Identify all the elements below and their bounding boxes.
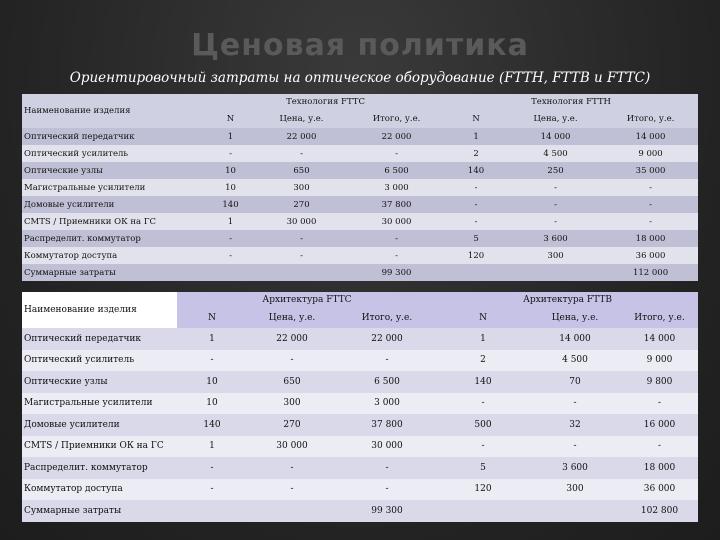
cell-price: 4 500 <box>529 350 621 372</box>
cell-total: 22 000 <box>349 128 444 145</box>
table-row <box>22 436 698 458</box>
row-label: Распределит. коммутатор <box>22 457 177 479</box>
summary-total-b: 112 000 <box>603 264 698 281</box>
pricing-table-ftth <box>22 94 698 281</box>
summary-row <box>22 500 698 522</box>
row-label: Оптический передатчик <box>22 328 177 350</box>
cell-price: - <box>529 436 621 458</box>
cell-total: 14 000 <box>603 128 698 145</box>
table-row <box>22 213 698 230</box>
cell-price: 3 600 <box>529 457 621 479</box>
cell-n: 120 <box>444 247 508 264</box>
cell-total: - <box>603 179 698 196</box>
cell-n: - <box>437 436 529 458</box>
cell-total: - <box>349 247 444 264</box>
row-label: Оптический усилитель <box>22 350 177 372</box>
cell-n: - <box>444 179 508 196</box>
empty-cell <box>437 500 621 522</box>
column-header-price: Цена, у.е. <box>254 110 349 128</box>
group-header-fttc: Технология FTTC <box>207 94 444 110</box>
cell-n: 1 <box>437 328 529 350</box>
column-header-total: Итого, у.е. <box>349 110 444 128</box>
cell-price: 650 <box>247 371 337 393</box>
cell-n: - <box>177 479 247 501</box>
cell-total: 3 000 <box>349 179 444 196</box>
column-header-n: N <box>444 110 508 128</box>
slide-title: Ценовая политика <box>191 28 529 63</box>
cell-total: - <box>603 213 698 230</box>
cell-n: 1 <box>444 128 508 145</box>
group-header-ftth: Технология FTTH <box>444 94 698 110</box>
row-label: Коммутатор доступа <box>22 479 177 501</box>
cell-price: - <box>247 457 337 479</box>
cell-price: 270 <box>247 414 337 436</box>
cell-n: - <box>207 247 254 264</box>
row-label: Распределит. коммутатор <box>22 230 207 247</box>
cell-n: - <box>207 230 254 247</box>
cell-price: 30 000 <box>254 213 349 230</box>
cell-n: 10 <box>207 179 254 196</box>
cell-price: 30 000 <box>247 436 337 458</box>
cell-n: 10 <box>207 162 254 179</box>
cell-price: - <box>508 196 603 213</box>
column-header-name: Наименование изделия <box>22 94 207 128</box>
column-header-price: Цена, у.е. <box>508 110 603 128</box>
table-row <box>22 371 698 393</box>
cell-n: 140 <box>444 162 508 179</box>
cell-price: 70 <box>529 371 621 393</box>
row-label: Оптические узлы <box>22 371 177 393</box>
cell-price: 14 000 <box>508 128 603 145</box>
cell-total: 37 800 <box>349 196 444 213</box>
column-header-name: Наименование изделия <box>22 292 177 328</box>
table-row <box>22 162 698 179</box>
cell-price: - <box>508 179 603 196</box>
summary-total-a: 99 300 <box>349 264 444 281</box>
row-label: Коммутатор доступа <box>22 247 207 264</box>
cell-n: - <box>444 213 508 230</box>
cell-n: 10 <box>177 393 247 415</box>
cell-price: 300 <box>508 247 603 264</box>
cell-total: 14 000 <box>621 328 698 350</box>
row-label: Оптический усилитель <box>22 145 207 162</box>
cell-total: - <box>349 145 444 162</box>
group-header-fttc: Архитектура FTTC <box>177 292 437 308</box>
cell-price: 3 600 <box>508 230 603 247</box>
summary-label: Суммарные затраты <box>22 264 207 281</box>
cell-price: - <box>508 213 603 230</box>
cell-total: - <box>621 436 698 458</box>
slide-subtitle: Ориентировочный затраты на оптическое оборудование (FTTH, FTTB и FTTC) <box>69 70 651 86</box>
table-row <box>22 179 698 196</box>
cell-n: - <box>444 196 508 213</box>
cell-price: - <box>254 247 349 264</box>
column-header-total: Итого, у.е. <box>603 110 698 128</box>
row-label: Магистральные усилители <box>22 179 207 196</box>
cell-total: 9 000 <box>621 350 698 372</box>
cell-price: 300 <box>254 179 349 196</box>
cell-price: 270 <box>254 196 349 213</box>
table-row <box>22 328 698 350</box>
cell-price: 250 <box>508 162 603 179</box>
table-row <box>22 479 698 501</box>
cell-total: 6 500 <box>349 162 444 179</box>
cell-n: 500 <box>437 414 529 436</box>
cell-total: 30 000 <box>337 436 437 458</box>
row-label: Домовые усилители <box>22 196 207 213</box>
cell-total: - <box>337 457 437 479</box>
table-row <box>22 230 698 247</box>
row-label: Магистральные усилители <box>22 393 177 415</box>
group-header-fttb: Архитектура FTTB <box>437 292 698 308</box>
cell-n: 1 <box>177 436 247 458</box>
cell-n: 5 <box>444 230 508 247</box>
cell-n: - <box>177 350 247 372</box>
cell-n: 2 <box>444 145 508 162</box>
table-row <box>22 196 698 213</box>
cell-total: 16 000 <box>621 414 698 436</box>
cell-total: 36 000 <box>603 247 698 264</box>
summary-total-b: 102 800 <box>621 500 698 522</box>
row-label: CMTS / Приемники ОК на ГС <box>22 213 207 230</box>
table-row <box>22 128 698 145</box>
column-header-price: Цена, у.е. <box>529 308 621 328</box>
cell-total: - <box>349 230 444 247</box>
cell-total: 3 000 <box>337 393 437 415</box>
cell-n: 1 <box>177 328 247 350</box>
cell-n: - <box>177 457 247 479</box>
cell-n: 10 <box>177 371 247 393</box>
cell-price: 650 <box>254 162 349 179</box>
column-header-total: Итого, у.е. <box>621 308 698 328</box>
cell-total: 9 000 <box>603 145 698 162</box>
cell-price: 22 000 <box>254 128 349 145</box>
table-row <box>22 457 698 479</box>
cell-price: 32 <box>529 414 621 436</box>
table-row <box>22 247 698 264</box>
table-row <box>22 414 698 436</box>
cell-n: 140 <box>207 196 254 213</box>
summary-row <box>22 264 698 281</box>
column-header-n: N <box>207 110 254 128</box>
cell-n: 140 <box>177 414 247 436</box>
empty-cell <box>444 264 603 281</box>
cell-total: 18 000 <box>621 457 698 479</box>
empty-cell <box>207 264 349 281</box>
cell-price: - <box>247 350 337 372</box>
cell-n: 5 <box>437 457 529 479</box>
column-header-n: N <box>437 308 529 328</box>
cell-total: 18 000 <box>603 230 698 247</box>
cell-price: 300 <box>247 393 337 415</box>
cell-total: - <box>337 350 437 372</box>
pricing-table-fttb <box>22 292 698 522</box>
cell-price: - <box>529 393 621 415</box>
table-row <box>22 145 698 162</box>
cell-total: - <box>621 393 698 415</box>
column-header-total: Итого, у.е. <box>337 308 437 328</box>
cell-total: 30 000 <box>349 213 444 230</box>
cell-total: 36 000 <box>621 479 698 501</box>
cell-total: - <box>603 196 698 213</box>
cell-n: 2 <box>437 350 529 372</box>
cell-n: - <box>437 393 529 415</box>
cell-total: 9 800 <box>621 371 698 393</box>
cell-n: 140 <box>437 371 529 393</box>
cell-price: 22 000 <box>247 328 337 350</box>
cell-total: 22 000 <box>337 328 437 350</box>
cell-price: 4 500 <box>508 145 603 162</box>
column-header-price: Цена, у.е. <box>247 308 337 328</box>
cell-n: 1 <box>207 128 254 145</box>
cell-price: - <box>247 479 337 501</box>
cell-price: 300 <box>529 479 621 501</box>
cell-total: 37 800 <box>337 414 437 436</box>
row-label: Оптические узлы <box>22 162 207 179</box>
cell-price: - <box>254 230 349 247</box>
table-row <box>22 393 698 415</box>
table-row <box>22 350 698 372</box>
cell-total: 35 000 <box>603 162 698 179</box>
cell-n: - <box>207 145 254 162</box>
cell-price: 14 000 <box>529 328 621 350</box>
cell-n: 120 <box>437 479 529 501</box>
row-label: Оптический передатчик <box>22 128 207 145</box>
summary-total-a: 99 300 <box>337 500 437 522</box>
cell-total: 6 500 <box>337 371 437 393</box>
empty-cell <box>177 500 337 522</box>
row-label: Домовые усилители <box>22 414 177 436</box>
cell-total: - <box>337 479 437 501</box>
column-header-n: N <box>177 308 247 328</box>
row-label: CMTS / Приемники ОК на ГС <box>22 436 177 458</box>
cell-price: - <box>254 145 349 162</box>
summary-label: Суммарные затраты <box>22 500 177 522</box>
cell-n: 1 <box>207 213 254 230</box>
